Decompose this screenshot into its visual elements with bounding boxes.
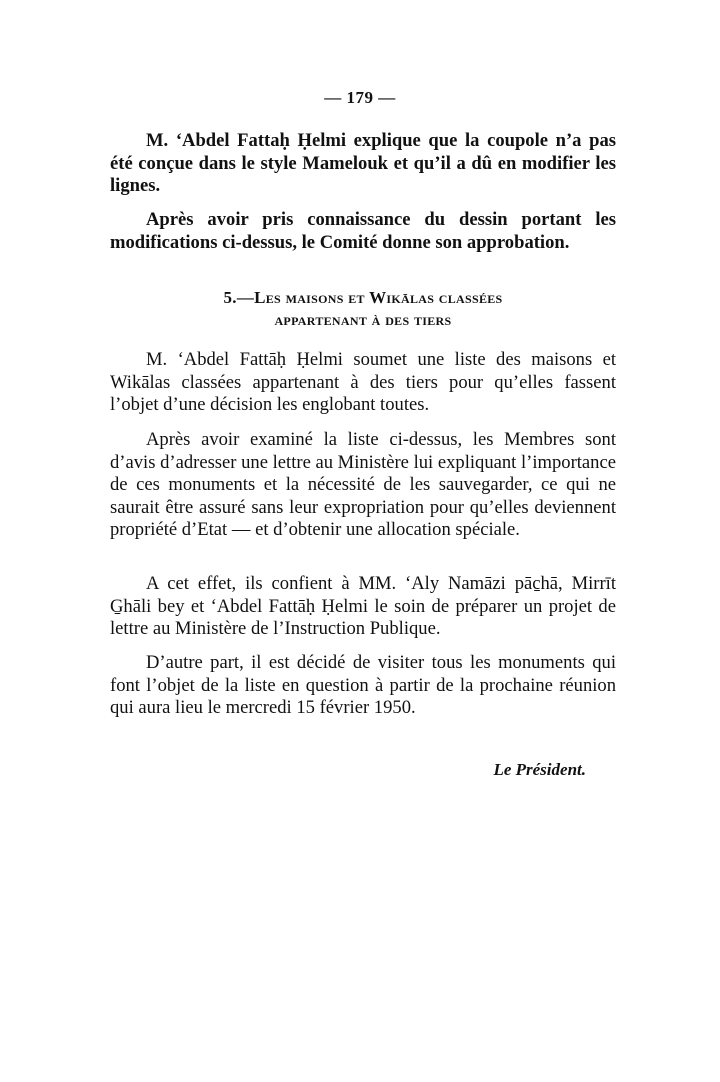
section-heading-line-2: appartenant à des tiers: [274, 310, 452, 329]
section-heading: [110, 287, 616, 331]
paragraph-liste-maisons: [110, 349, 616, 417]
paragraph-avis-membres: [110, 429, 616, 542]
paragraph-text: Après avoir pris connaissance du dessin portant les modifications ci-dessus, le Comité donne son approbation.: [110, 209, 616, 253]
paragraph-approbation: [110, 209, 616, 254]
paragraph-text: Après avoir examiné la liste ci-dessus, les Membres sont d’avis d’adresser une lettre au Ministère lui expliquant l’importance de ces monuments et la nécessité de les sauvegarder, ce qui ne saurait être assuré sans leur expropriation pour qu’elles deviennent propriété d’Etat — et d’obtenir une allocation spéciale.: [110, 429, 616, 540]
paragraph-coupole: [110, 130, 616, 198]
paragraph-projet-lettre: [110, 573, 616, 641]
paragraph-text: M. ‘Abdel Fattāḥ Ḥelmi soumet une liste des maisons et Wikālas classées appartenant à des tiers pour qu’elles fassent l’objet d’une décision les englobant toutes.: [110, 349, 616, 415]
section-heading-line-1: 5.—Les maisons et Wikālas classées: [223, 288, 503, 307]
paragraph-text: D’autre part, il est décidé de visiter tous les monuments qui font l’objet de la liste en question à partir de la prochaine réunion qui aura lieu le mercredi 15 février 1950.: [110, 652, 616, 718]
signature-le-president: Le Président.: [493, 760, 586, 779]
paragraph-text: M. ‘Abdel Fattaḥ Ḥelmi explique que la coupole n’a pas été conçue dans le style Mamelouk et qu’il a dû en modifier les lignes.: [110, 130, 616, 196]
paragraph-text: A cet effet, ils confient à MM. ‘Aly Namāzi pāc̱hā, Mirrīt G̱hāli bey et ‘Abdel Fattāḥ Ḥelmi le soin de préparer un projet de lettre au Ministère de l’Instruction Publique.: [110, 573, 616, 639]
page-number: — 179 —: [324, 88, 396, 107]
paragraph-visite-monuments: [110, 652, 616, 720]
